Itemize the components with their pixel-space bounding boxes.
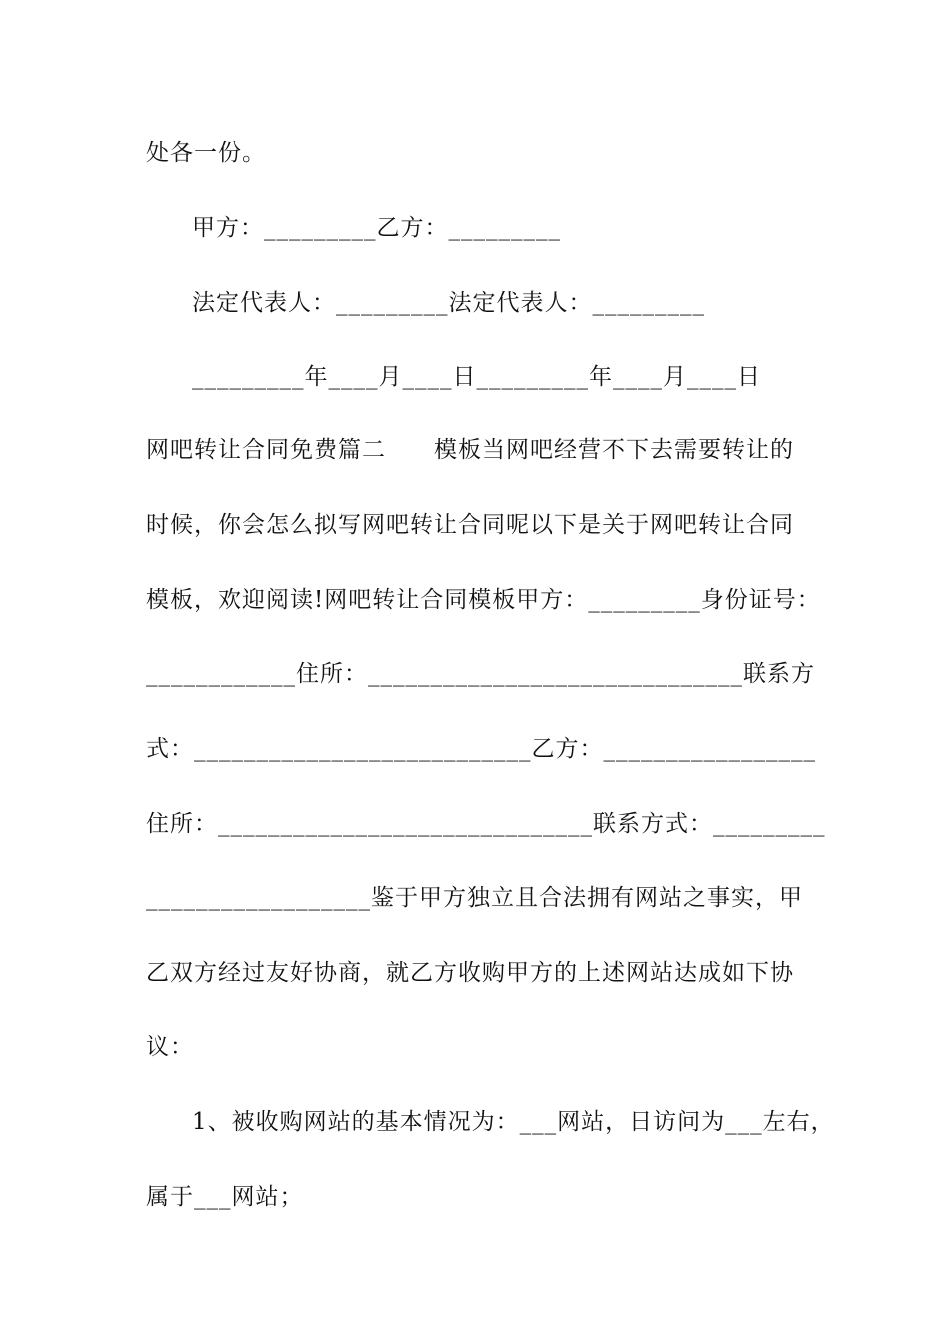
signature-party-line: 甲方：_________乙方：_________ — [192, 215, 561, 241]
clause-1-line: 1、被收购网站的基本情况为：___网站，日访问为___左右， — [192, 1109, 835, 1135]
text-line: 议： — [146, 1034, 194, 1060]
text-line: __________________鉴于甲方独立且合法拥有网站之事实，甲 — [146, 885, 803, 911]
signature-date-line: _________年____月____日_________年____月____日 — [192, 364, 761, 390]
text-line: ____________住所：______________________________联系方 — [146, 661, 815, 687]
text-line: 式：___________________________乙方：_________________ — [146, 736, 816, 762]
text-line: 属于___网站； — [146, 1184, 304, 1210]
text-line: 处各一份。 — [146, 140, 266, 166]
text-line: 住所：______________________________联系方式：_________ — [146, 811, 826, 837]
text-line: 模板，欢迎阅读!网吧转让合同模板甲方：_________身份证号： — [146, 587, 821, 613]
section-heading-line: 网吧转让合同免费篇二 模板当网吧经营不下去需要转让的 — [146, 437, 794, 463]
text-line: 时候，你会怎么拟写网吧转让合同呢以下是关于网吧转让合同 — [146, 512, 794, 538]
signature-representative-line: 法定代表人：_________法定代表人：_________ — [192, 290, 705, 316]
text-line: 乙双方经过友好协商，就乙方收购甲方的上述网站达成如下协 — [146, 960, 794, 986]
